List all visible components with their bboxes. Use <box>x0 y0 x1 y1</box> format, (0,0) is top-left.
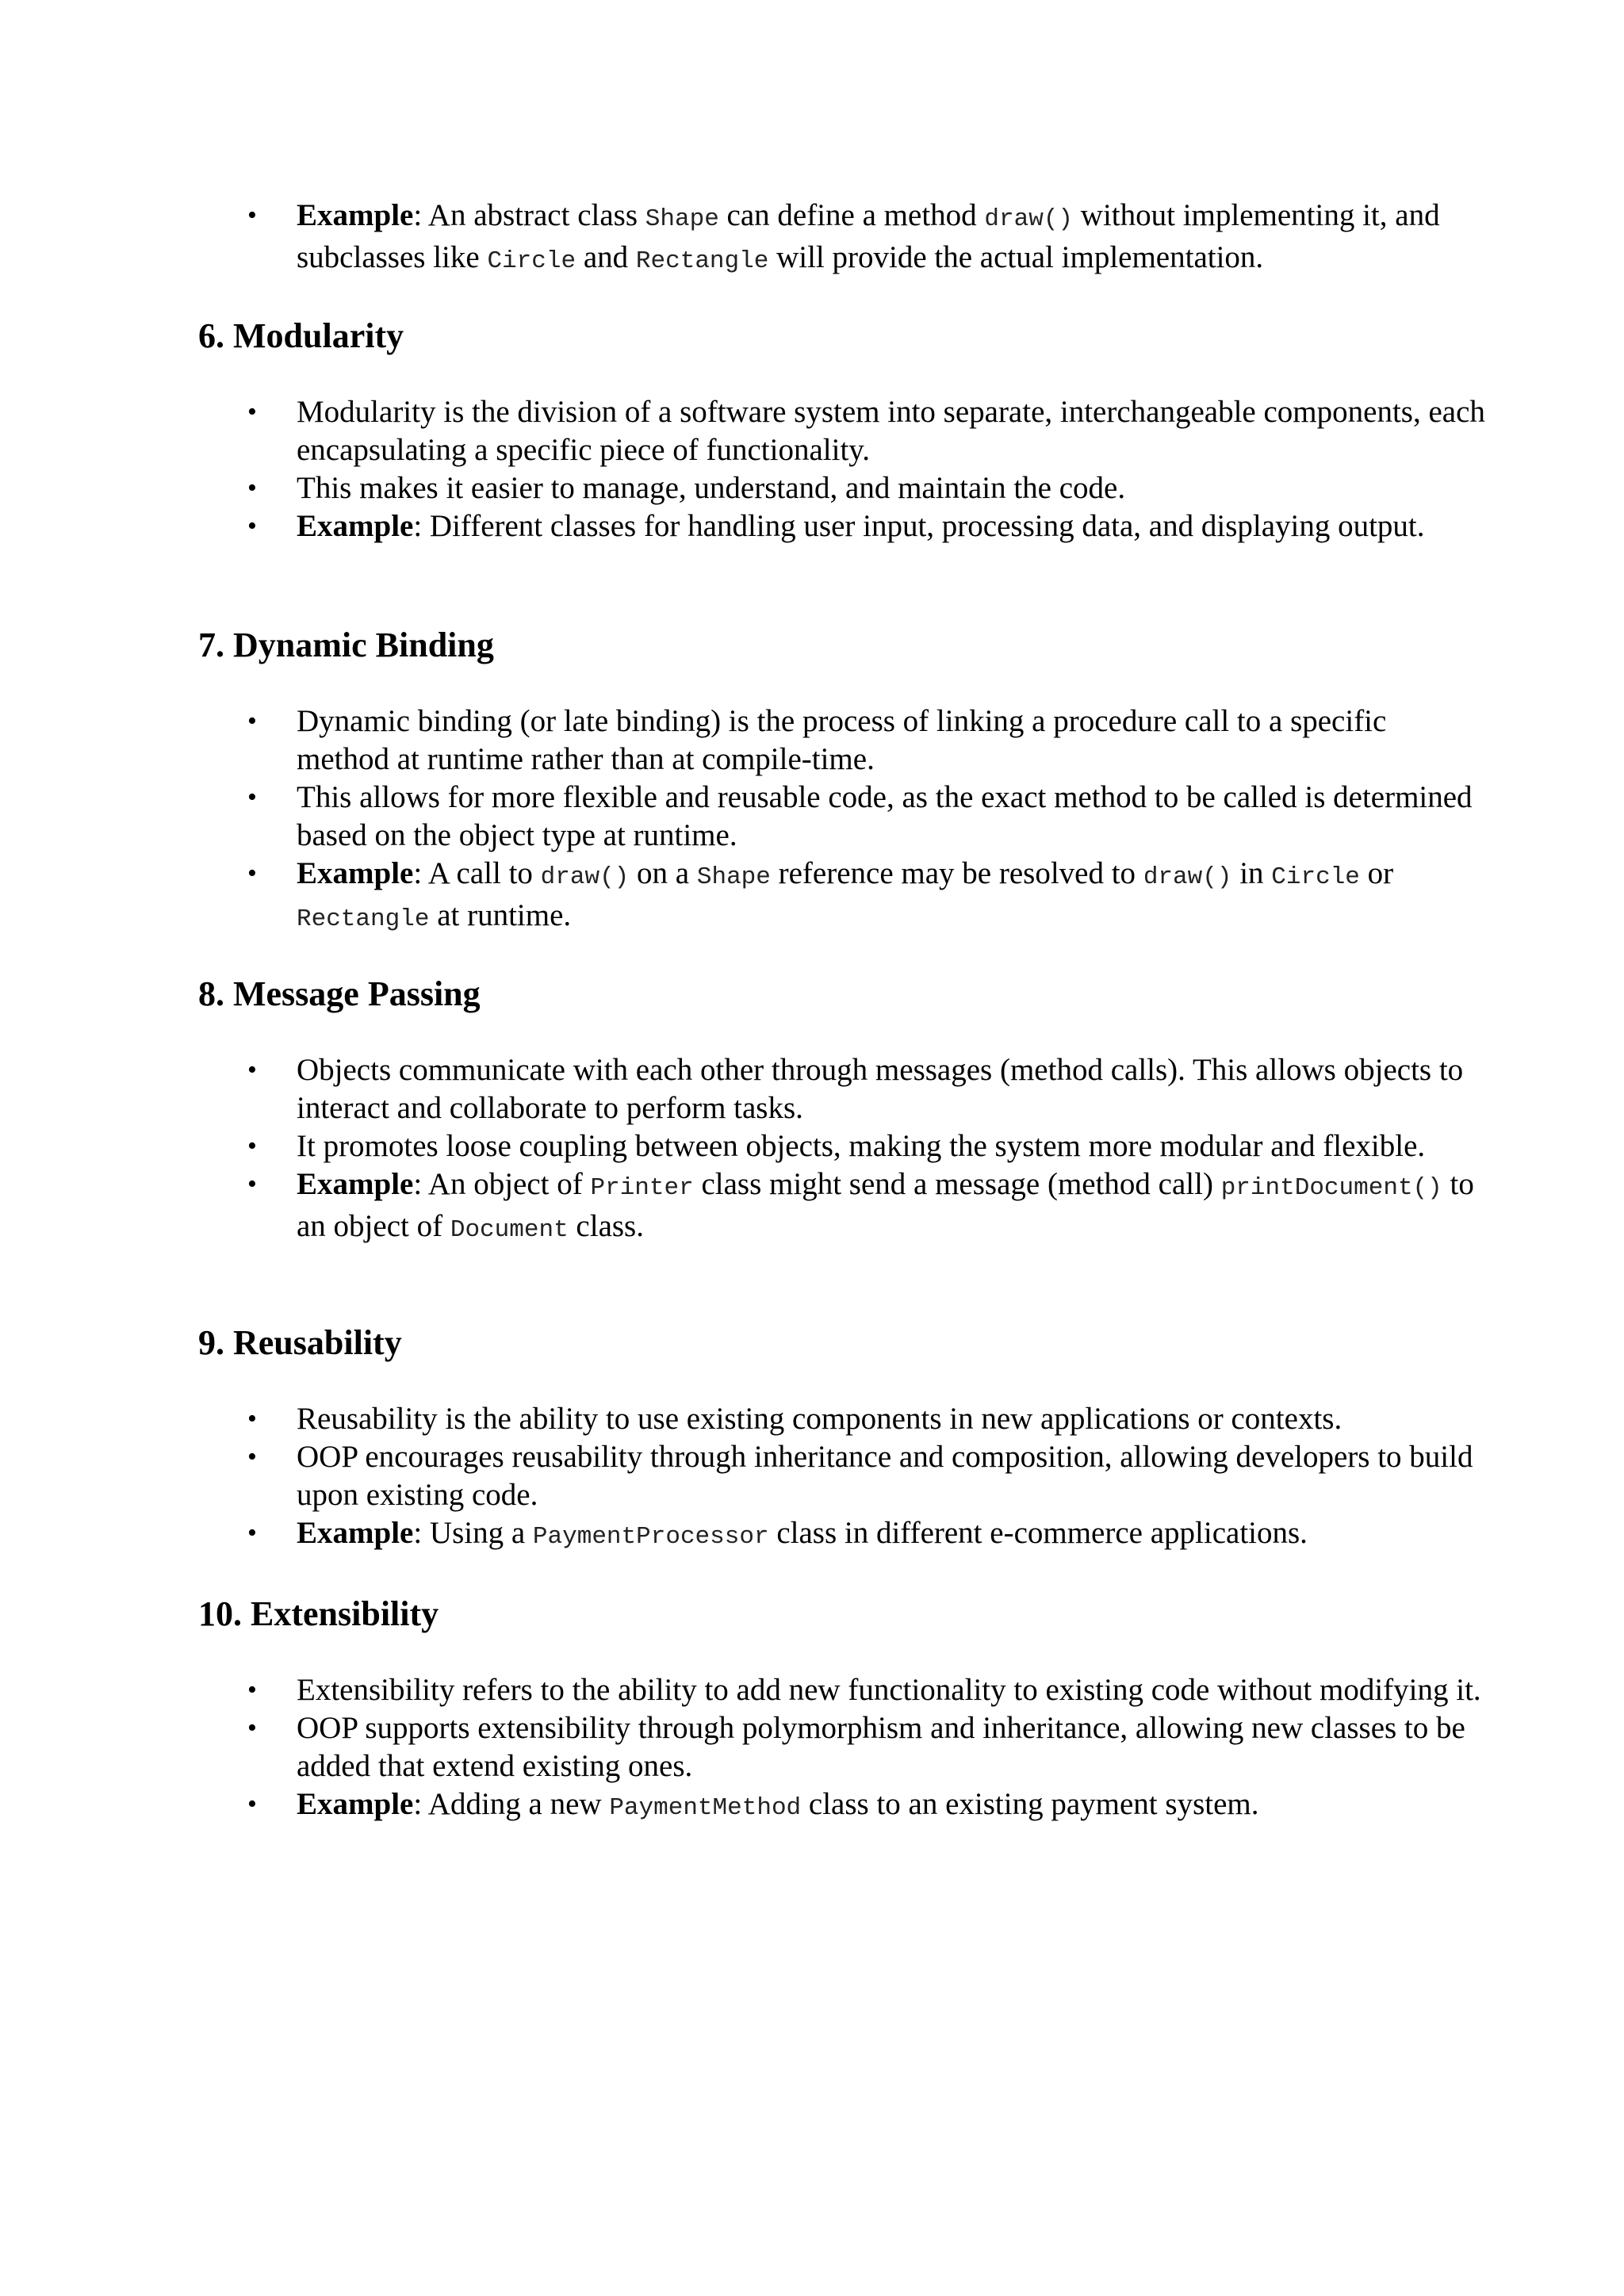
bullet-list <box>198 702 1473 939</box>
code-term: Circle <box>487 247 576 275</box>
item-text: class to an existing payment system. <box>801 1787 1259 1821</box>
bullet-icon: • <box>247 1169 257 1199</box>
item-text: OOP encourages reusability through inheritance and composition, allowing developers to build upon existing code. <box>297 1440 1473 1512</box>
item-text: : An abstract class <box>413 198 645 232</box>
code-term: PaymentProcessor <box>532 1523 769 1551</box>
item-text: OOP supports extensibility through polymorphism and inheritance, allowing new classes to be added that extend existing ones. <box>297 1711 1465 1783</box>
bullet-list <box>198 197 1451 281</box>
bullet-icon: • <box>247 511 257 541</box>
bullet-list <box>198 1671 1481 1827</box>
list-item <box>198 1671 1486 1709</box>
item-text: This allows for more flexible and reusable code, as the exact method to be called is determined based on the object type at runtime. <box>297 780 1473 852</box>
section-heading: 9. Reusability <box>198 1323 402 1362</box>
code-term: draw() <box>984 205 1074 233</box>
section-extensibility <box>198 1594 1481 1827</box>
bullet-icon: • <box>247 1442 257 1471</box>
code-term: printDocument() <box>1220 1174 1442 1202</box>
item-text: in <box>1231 856 1272 890</box>
list-item <box>198 1709 1486 1785</box>
item-text: : Adding a new <box>413 1787 610 1821</box>
example-label: Example <box>297 1787 414 1821</box>
item-text: without implementing it, and subclasses like <box>297 198 1440 274</box>
item-text: reference may be resolved to <box>770 856 1143 890</box>
code-term: Document <box>450 1216 569 1244</box>
list-item <box>198 1438 1486 1514</box>
item-text: Extensibility refers to the ability to add new functionality to existing code without modifying it. <box>297 1673 1481 1707</box>
bullet-list <box>198 1051 1474 1249</box>
item-text: or <box>1359 856 1394 890</box>
bullet-icon: • <box>247 201 257 230</box>
item-text: to an object of <box>297 1167 1474 1243</box>
bullet-icon: • <box>247 783 257 812</box>
item-text: This makes it easier to manage, understand, and maintain the code. <box>297 471 1126 505</box>
bullet-list <box>198 1400 1473 1556</box>
item-text: : An object of <box>413 1167 591 1201</box>
list-item <box>198 1165 1486 1249</box>
list-item <box>198 507 1486 545</box>
item-text: : Different classes for handling user input, processing data, and displaying output. <box>413 509 1425 543</box>
code-term: Shape <box>696 863 771 891</box>
example-label: Example <box>297 1516 414 1550</box>
item-text: will provide the actual implementation. <box>768 240 1264 274</box>
section-heading: 8. Message Passing <box>198 974 481 1013</box>
item-text: Reusability is the ability to use existing components in new applications or contexts. <box>297 1402 1342 1436</box>
item-text: at runtime. <box>429 898 572 932</box>
item-text: on a <box>629 856 697 890</box>
bullet-icon: • <box>247 859 257 888</box>
section-heading: 10. Extensibility <box>198 1594 439 1633</box>
list-item <box>198 1400 1486 1438</box>
list-item <box>198 855 1486 939</box>
bullet-icon: • <box>247 1518 257 1548</box>
item-text: and <box>576 240 636 274</box>
example-label: Example <box>297 1167 414 1201</box>
example-label: Example <box>297 509 414 543</box>
code-term: Rectangle <box>297 905 430 933</box>
item-text: Dynamic binding (or late binding) is the process of linking a procedure call to a specific method at runtime rather than at compile-time. <box>297 704 1387 776</box>
bullet-icon: • <box>247 706 257 736</box>
section-reusability <box>198 1322 1473 1556</box>
code-term: Printer <box>590 1174 694 1202</box>
section-modularity <box>198 316 1485 545</box>
item-text: It promotes loose coupling between objects, making the system more modular and flexible. <box>297 1129 1426 1163</box>
list-item <box>198 779 1486 855</box>
code-term: Rectangle <box>635 247 769 275</box>
bullet-icon: • <box>247 1713 257 1743</box>
list-item <box>198 197 1486 281</box>
list-item <box>198 702 1486 779</box>
item-text: class in different e-commerce applications. <box>768 1516 1308 1550</box>
item-text: class. <box>568 1209 644 1243</box>
intro-section <box>198 197 1451 281</box>
bullet-icon: • <box>247 1675 257 1705</box>
code-term: Circle <box>1271 863 1360 891</box>
bullet-icon: • <box>247 1131 257 1161</box>
list-item <box>198 1514 1486 1556</box>
example-label: Example <box>297 856 414 890</box>
item-text: class might send a message (method call) <box>693 1167 1221 1201</box>
item-text: Objects communicate with each other through messages (method calls). This allows objects to interact and collaborate to perform tasks. <box>297 1053 1464 1125</box>
item-text: : A call to <box>413 856 541 890</box>
list-item <box>198 1051 1486 1127</box>
list-item <box>198 469 1486 507</box>
section-dynamic-binding <box>198 625 1473 939</box>
code-term: draw() <box>540 863 630 891</box>
bullet-icon: • <box>247 397 257 427</box>
item-text: Modularity is the division of a software system into separate, interchangeable components, each encapsulating a specific piece of functionality. <box>297 395 1485 467</box>
section-heading: 7. Dynamic Binding <box>198 626 494 664</box>
bullet-list <box>198 393 1485 545</box>
list-item <box>198 1127 1486 1165</box>
list-item <box>198 393 1486 469</box>
bullet-icon: • <box>247 473 257 503</box>
bullet-icon: • <box>247 1055 257 1085</box>
example-label: Example <box>297 198 414 232</box>
code-term: Shape <box>645 205 719 233</box>
item-text: can define a method <box>718 198 985 232</box>
list-item <box>198 1785 1486 1827</box>
code-term: PaymentMethod <box>609 1794 802 1822</box>
code-term: draw() <box>1143 863 1232 891</box>
section-heading: 6. Modularity <box>198 316 404 355</box>
bullet-icon: • <box>247 1404 257 1433</box>
bullet-icon: • <box>247 1789 257 1819</box>
section-message-passing <box>198 974 1474 1249</box>
item-text: : Using a <box>413 1516 533 1550</box>
